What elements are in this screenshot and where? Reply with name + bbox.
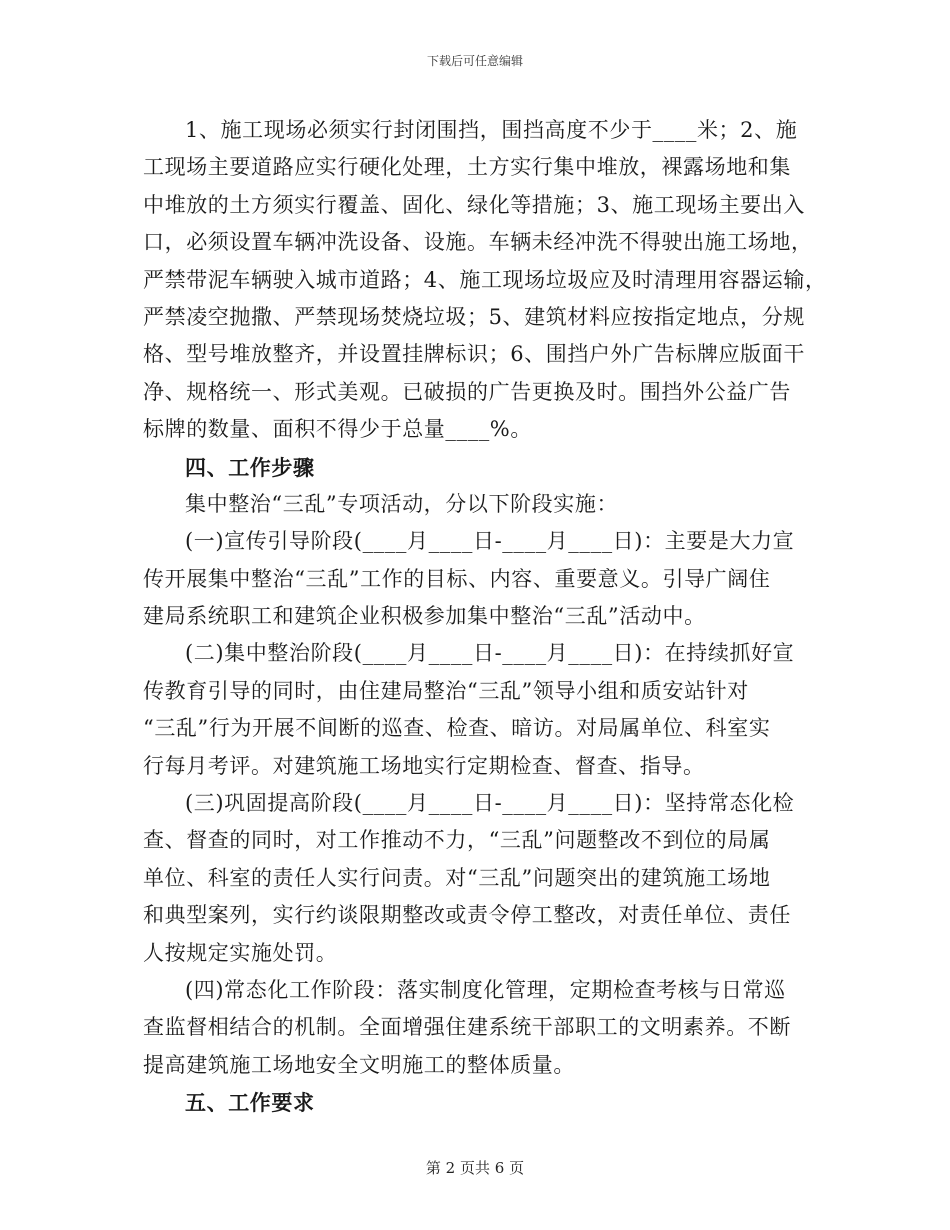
paragraph-line: 工现场主要道路应实行硬化处理，土方实行集中堆放，裸露场地和集 (143, 155, 791, 180)
paragraph-line: “三乱”行为开展不间断的巡查、检查、暗访。对局属单位、科室实 (143, 716, 771, 741)
paragraph-line: 查监督相结合的机制。全面增强住建系统干部职工的文明素养。不断 (143, 1015, 791, 1040)
paragraph-line: 单位、科室的责任人实行问责。对“三乱”问题突出的建筑施工场地 (143, 865, 771, 890)
section-heading: 五、工作要求 (185, 1090, 315, 1116)
paragraph-line: 1、施工现场必须实行封闭围挡，围挡高度不少于____米；2、施 (185, 118, 798, 142)
document-body (143, 112, 827, 1122)
page-header: 下载后可任意编辑 (426, 54, 523, 68)
section-heading: 四、工作步骤 (185, 454, 315, 480)
paragraph-line: 查、督查的同时，对工作推动不力，“三乱”问题整改不到位的局属 (143, 828, 771, 853)
paragraph-line: 集中整治“三乱”专项活动，分以下阶段实施： (185, 491, 619, 516)
paragraph-line: 传教育引导的同时，由住建局整治“三乱”领导小组和质安站针对 (143, 678, 749, 703)
paragraph-line: 口，必须设置车辆冲洗设备、设施。车辆未经冲洗不得驶出施工场地， (143, 230, 813, 255)
paragraph-line: (三)巩固提高阶段(____月____日-____月____日)：坚持常态化检 (185, 791, 795, 816)
paragraph-line: 净、规格统一、形式美观。已破损的广告更换及时。围挡外公益广告 (143, 379, 791, 404)
paragraph-line: 标牌的数量、面积不得少于总量____%。 (143, 417, 532, 442)
paragraph-line: 提高建筑施工场地安全文明施工的整体质量。 (143, 1052, 575, 1077)
paragraph-line: (二)集中整治阶段(____月____日-____月____日)：在持续抓好宣 (185, 641, 795, 666)
paragraph-line: 建局系统职工和建筑企业积极参加集中整治“三乱”活动中。 (143, 604, 706, 629)
paragraph-line: (一)宣传引导阶段(____月____日-____月____日)：主要是大力宣 (185, 529, 795, 554)
paragraph-line: 传开展集中整治“三乱”工作的目标、内容、重要意义。引导广阔住 (143, 566, 771, 591)
paragraph-line: 人按规定实施处罚。 (143, 940, 338, 965)
page-footer: 第 2 页共 6 页 (425, 1159, 525, 1177)
paragraph-line: 格、型号堆放整齐，并设置挂牌标识；6、围挡户外广告标牌应版面干 (143, 342, 805, 367)
paragraph-line: (四)常态化工作阶段：落实制度化管理，定期检查考核与日常巡 (185, 977, 786, 1002)
paragraph-line: 严禁带泥车辆驶入城市道路；4、施工现场垃圾应及时清理用容器运输， (143, 267, 827, 292)
paragraph-line: 和典型案列，实行约谈限期整改或责令停工整改，对责任单位、责任 (143, 903, 791, 928)
paragraph-line: 严禁凌空抛撒、严禁现场焚烧垃圾；5、建筑材料应按指定地点，分规 (143, 304, 805, 329)
paragraph-line: 中堆放的土方须实行覆盖、固化、绿化等措施；3、施工现场主要出入 (143, 192, 805, 217)
paragraph-line: 行每月考评。对建筑施工场地实行定期检查、督查、指导。 (143, 753, 705, 778)
